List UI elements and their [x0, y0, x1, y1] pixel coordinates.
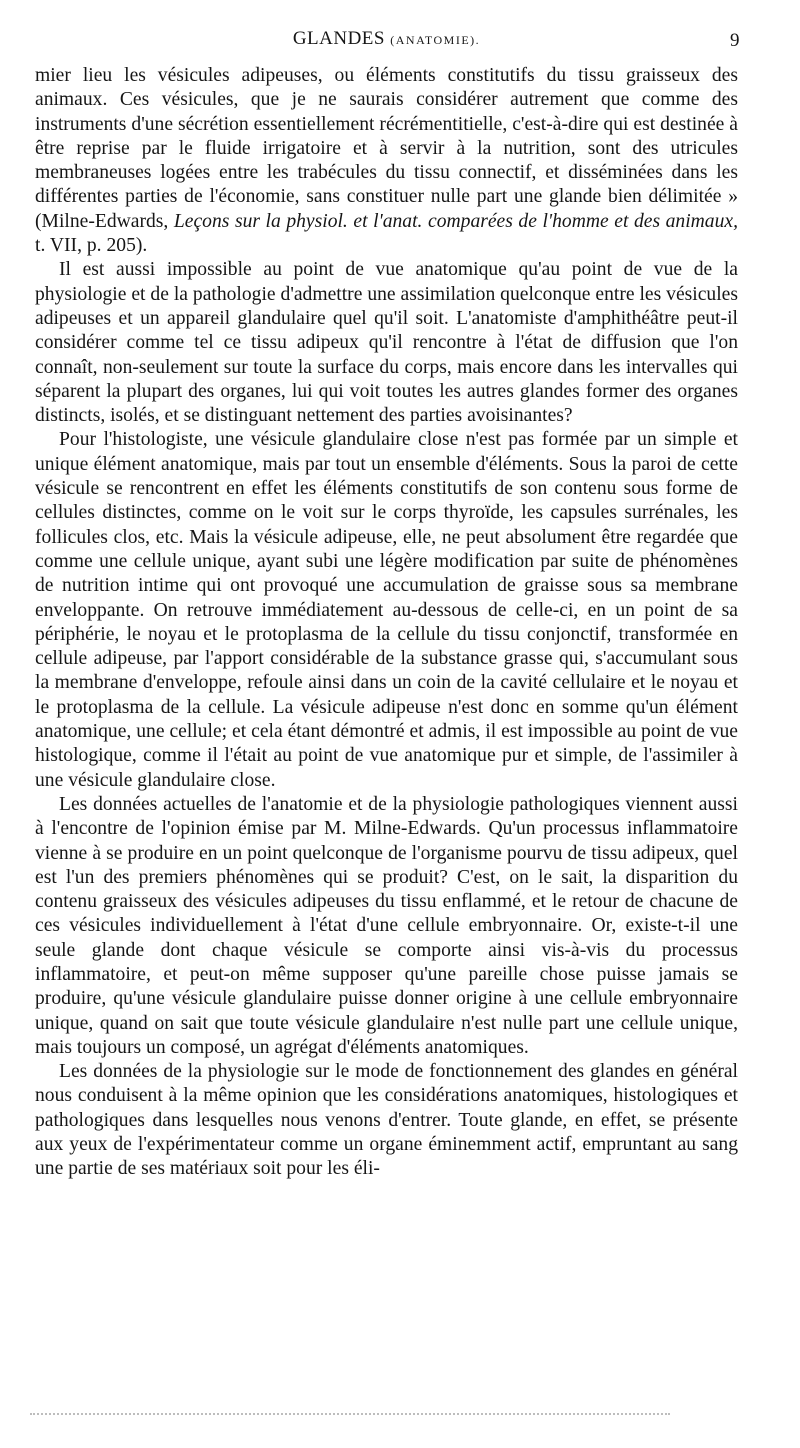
text-run: mier lieu les vésicules adipeuses, ou éléments constitutifs du tissu graisseux des animaux. Ces vésicules, que je ne saurais considérer autrement que comme des instruments d'une sécrétion essentiellement récrémentitielle, c'est-à-dire qui est destinée à être reprise par le fluide irrigatoire et à servir à la nutrition, sont des utricules membraneuses logées entre les trabécules du tissu connectif, et disséminées dans les différentes parties de l'économie, sans constituer nulle part une glande bien délimitée » (Milne-Edwards,: [35, 65, 738, 232]
book-page: [35, 28, 738, 1182]
text-run: Les données actuelles de l'anatomie et de la physiologie pathologiques viennent aussi à l'encontre de l'opinion émise par M. Milne-Edwards. Qu'un processus inflammatoire vienne à se produire en un point quelconque de l'organisme pourvu de tissu adipeux, quel est l'un des premiers phénomènes qui se produit? C'est, on le sait, la disparition du contenu graisseux des vésicules adipeuses du tissu enflammé, et le retour de chacune de ces vésicules individuellement à l'état d'une cellule embryonnaire. Or, existe-t-il une seule glande dont chaque vésicule se comporte ainsi vis-à-vis du processus inflammatoire, et peut-on même supposer qu'une pareille chose puisse jamais se produire, qu'une vésicule glandulaire puisse donner origine à une cellule embryonnaire unique, quand on sait que toute vésicule glandulaire n'est nulle part une cellule unique, mais toujours un composé, un agrégat d'éléments anatomiques.: [35, 793, 738, 1058]
running-header: [35, 28, 738, 54]
body-text: [35, 64, 738, 1182]
paragraph: [35, 64, 738, 258]
text-run: Pour l'histologiste, une vésicule glandulaire close n'est pas formée par un simple et unique élément anatomique, mais par tout un ensemble d'éléments. Sous la paroi de cette vésicule se rencontrent en effet les éléments constitutifs de son contenu sous forme de cellules distinctes, comme on le voit sur le corps thyroïde, les capsules surrénales, les follicules clos, etc. Mais la vésicule adipeuse, elle, ne peut absolument être regardée que comme une cellule unique, ayant subi une légère modification par suite de phénomènes de nutrition intime qui ont provoqué une accumulation de graisse sous sa membrane enveloppante. On retrouve immédiatement au-dessous de celle-ci, en un point de sa périphérie, le noyau et le protoplasma de la cellule du tissu conjonctif, transformée en cellule adipeuse, par l'apport considérable de la substance grasse qui, s'accumulant sous la membrane d'enveloppe, refoule ainsi dans un coin de la cavité cellulaire et le noyau et le protoplasma de la cellule. La vésicule adipeuse n'est donc en somme qu'un élément anatomique, une cellule; et cela étant démontré et admis, il est impossible au point de vue histologique, comme il l'était au point de vue anatomique pur et simple, de l'assimiler à une vésicule glandulaire close.: [35, 429, 738, 791]
paragraph: [35, 1060, 738, 1181]
italic-citation: Leçons sur la physiol. et l'anat. comparées de l'homme et des animaux,: [173, 210, 738, 232]
running-title-sub: (ANATOMIE).: [390, 33, 481, 47]
running-title: [35, 28, 738, 50]
text-run: Les données de la physiologie sur le mode de fonctionnement des glandes en général nous conduisent à la même opinion que les considérations anatomiques, histologiques et pathologiques dans lesquelles nous venons d'entrer. Toute glande, en effet, se présente aux yeux de l'expérimentateur comme un organe éminemment actif, empruntant au sang une partie de ses matériaux soit pour les éli-: [35, 1061, 738, 1180]
text-run: Il est aussi impossible au point de vue anatomique qu'au point de vue de la physiologie et de la pathologie d'admettre une assimilation quelconque entre les vésicules adipeuses et un appareil glandulaire quel qu'il soit. L'anatomiste d'amphithéâtre peut-il considérer comme tel ce tissu adipeux qu'il rencontre à l'état de diffusion que l'on connaît, non-seulement sur toute la surface du corps, mais encore dans les intervalles qui séparent la plupart des organes, lui qui voit toutes les autres glandes former des organes distincts, isolés, et se distinguant nettement des parties avoisinantes?: [35, 259, 738, 427]
paragraph: [35, 258, 738, 428]
paragraph: [35, 428, 738, 792]
text-run: t. VII, p. 205).: [35, 235, 148, 257]
bottom-scan-artifact-line: [30, 1413, 670, 1415]
page-number: 9: [730, 30, 740, 51]
running-title-main: GLANDES: [292, 28, 385, 49]
paragraph: [35, 793, 738, 1060]
